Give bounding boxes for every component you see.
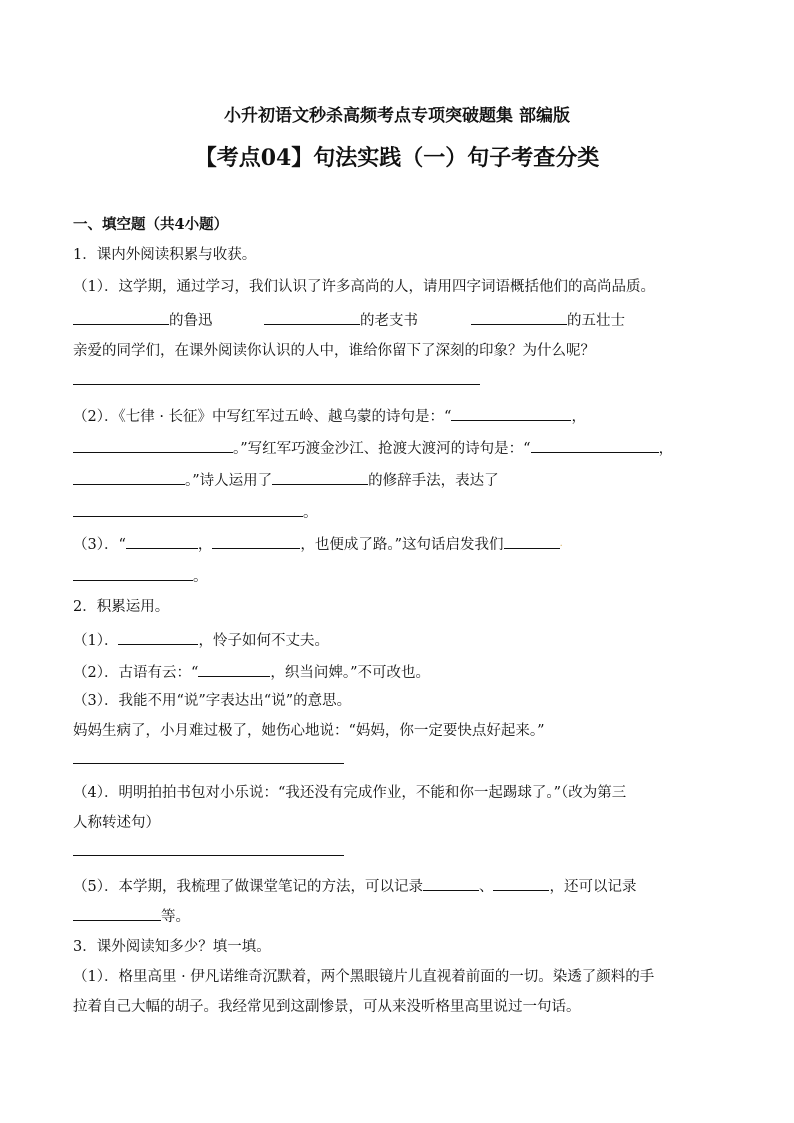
faint-mark: · xyxy=(559,541,563,552)
q2-part3-text: 妈妈生病了，小月难过极了，她伤心地说：“妈妈，你一定要快点好起来。” xyxy=(73,723,545,739)
q2-part5-text: ，还可以记录 xyxy=(549,879,637,895)
q1-part1-question: 亲爱的同学们，在课外阅读你认识的人中，谁给你留下了深刻的印象？为什么呢？ xyxy=(73,343,595,359)
answer-line[interactable] xyxy=(73,855,344,856)
q1-part2-line1 xyxy=(73,404,586,426)
answer-line[interactable] xyxy=(73,763,344,764)
q1-part2-line3 xyxy=(73,468,499,490)
q2-part1-num: （1）． xyxy=(73,633,119,649)
answer-blank[interactable] xyxy=(531,436,659,453)
document-subtitle: 【考点04】句法实践（一）句子考查分类 xyxy=(194,145,600,171)
answer-blank[interactable] xyxy=(198,660,270,677)
q1-part3-period: 。 xyxy=(193,569,208,585)
q2-part2-text: （2）．古语有云：“ xyxy=(73,665,199,681)
q1-part2-text: 。”写红军巧渡金沙江、抢渡大渡河的诗句是：“ xyxy=(233,441,531,457)
answer-blank[interactable] xyxy=(423,874,479,891)
q1-part3-text: ，也便成了路。”这句话启发我们 xyxy=(300,537,504,553)
q1-part1-c: 的五壮士 xyxy=(567,313,625,329)
answer-blank[interactable] xyxy=(73,564,193,581)
q1-part2-period: 。 xyxy=(303,505,318,521)
q1-part1-answers-c xyxy=(471,308,625,330)
q1-part3-line1 xyxy=(73,532,563,554)
q2-part5-line2 xyxy=(73,904,190,926)
q1-part2-comma: ， xyxy=(571,409,586,425)
q1-part1-a: 的鲁迅 xyxy=(169,313,213,329)
answer-blank[interactable] xyxy=(471,308,567,325)
q1-part2-text: 的修辞手法，表达了 xyxy=(368,473,499,489)
q2-part5-text: （5）．本学期，我梳理了做课堂笔记的方法，可以记录 xyxy=(73,879,423,895)
q1-part2-text: 。”诗人运用了 xyxy=(185,473,273,489)
q1-stem: 1．课内外阅读积累与收获。 xyxy=(73,247,257,263)
answer-line[interactable] xyxy=(73,384,480,385)
q3-part1-line1: （1）．格里高里 · 伊凡诺维奇沉默着，两个黑眼镜片儿直视着前面的一切。染透了颜料的手 xyxy=(73,969,655,985)
q2-part1-text: ，怜子如何不丈夫。 xyxy=(198,633,329,649)
answer-blank[interactable] xyxy=(212,532,300,549)
q1-part3-comma: ， xyxy=(197,537,213,553)
q2-part5-sep: 、 xyxy=(478,879,494,895)
answer-blank[interactable] xyxy=(73,904,161,921)
document-title: 小升初语文秒杀高频考点专项突破题集 部编版 xyxy=(224,106,570,126)
section-heading: 一、填空题（共4小题） xyxy=(73,216,229,233)
q2-part2-text: ，织当问婢。”不可改也。 xyxy=(270,665,431,681)
answer-blank[interactable] xyxy=(118,628,198,645)
answer-blank[interactable] xyxy=(73,308,169,325)
answer-blank[interactable] xyxy=(264,308,360,325)
answer-blank[interactable] xyxy=(126,532,198,549)
answer-blank[interactable] xyxy=(73,500,303,517)
q1-part3-line2 xyxy=(73,564,208,586)
q3-stem: 3．课外阅读知多少？填一填。 xyxy=(73,939,271,955)
answer-blank[interactable] xyxy=(272,468,368,485)
answer-blank[interactable] xyxy=(451,404,571,421)
answer-blank[interactable] xyxy=(493,874,549,891)
q1-part2-comma: ， xyxy=(658,441,674,457)
q2-part5 xyxy=(73,874,636,896)
q2-part4-cont: 人称转述句） xyxy=(73,815,160,831)
answer-blank[interactable] xyxy=(73,436,233,453)
q2-part2 xyxy=(73,660,430,682)
q2-part5-text: 等。 xyxy=(161,909,190,925)
q1-part3-text: （3）．“ xyxy=(73,537,126,553)
q2-stem: 2．积累运用。 xyxy=(73,599,170,615)
q1-part2-line4 xyxy=(73,500,318,522)
q1-part2-text: （2）．《七律 · 长征》中写红军过五岭、越乌蒙的诗句是：“ xyxy=(73,409,452,425)
q1-part1-answers xyxy=(73,308,213,330)
q1-part1-answers-b xyxy=(264,308,418,330)
q1-part1-b: 的老支书 xyxy=(360,313,418,329)
q1-part1-prompt: （1）．这学期，通过学习，我们认识了许多高尚的人，请用四字词语概括他们的高尚品质。 xyxy=(73,279,655,295)
answer-blank[interactable] xyxy=(504,532,560,549)
answer-blank[interactable] xyxy=(73,468,185,485)
q2-part4: （4）．明明拍拍书包对小乐说：“我还没有完成作业，不能和你一起踢球了。”（改为第三 xyxy=(73,785,627,801)
q1-part2-line2 xyxy=(73,436,673,458)
q3-part1-line2: 拉着自己大幅的胡子。我经常见到这副惨景，可从来没听格里高里说过一句话。 xyxy=(73,999,581,1015)
q2-part1 xyxy=(73,628,329,650)
q2-part3: （3）．我能不用“说”字表达出“说”的意思。 xyxy=(73,693,352,709)
